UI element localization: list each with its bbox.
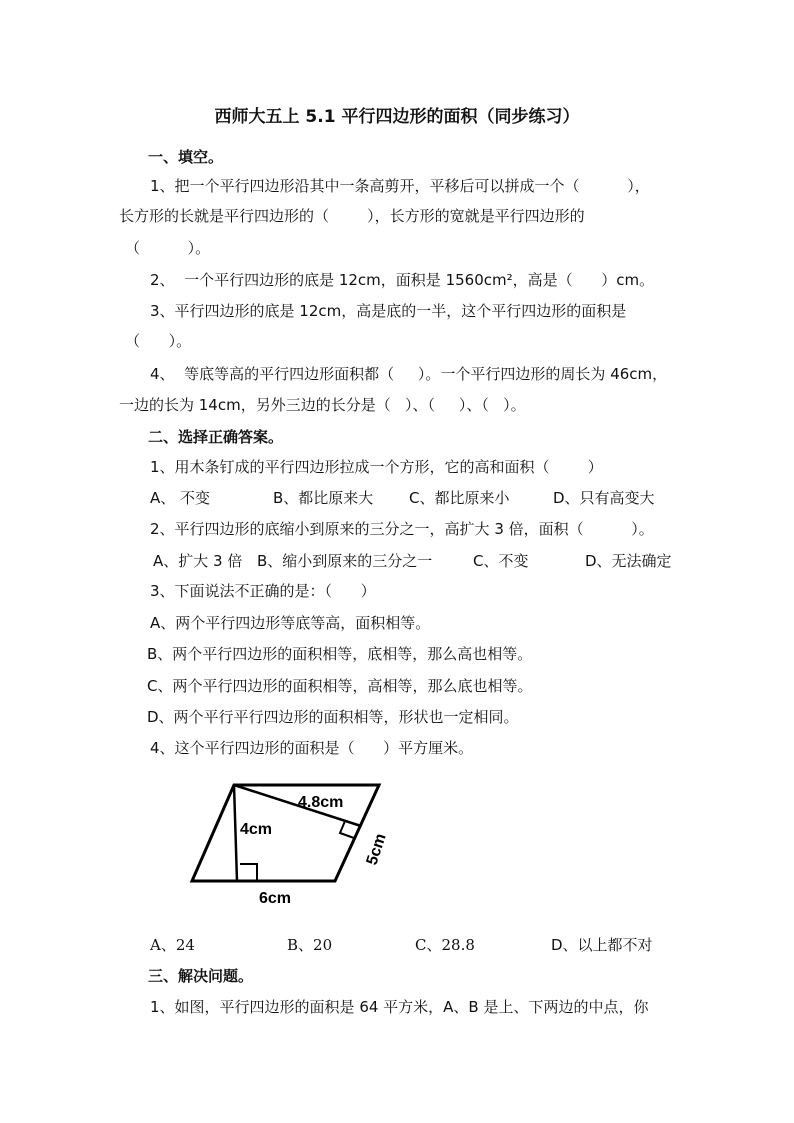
question-text: 2、 一个平行四边形的底是 12cm，面积是 1560cm²，高是（ ）cm。 [150, 271, 655, 289]
option-item: A、 不变 [150, 489, 211, 507]
question-text: 长方形的长就是平行四边形的（ ），长方形的宽就是平行四边形的 [119, 207, 585, 225]
option-item: A、24 [150, 936, 195, 954]
section-heading-problem-solving: 三、解决问题。 [148, 967, 254, 985]
question-text: （ ）。 [125, 332, 192, 350]
height-line [234, 785, 237, 881]
question-text: （ ）。 [125, 239, 211, 257]
option-item: D、两个平行平行四边形的面积相等，形状也一定相同。 [147, 708, 519, 726]
figure-label-side: 5cm [363, 831, 390, 868]
option-item: A、扩大 3 倍 [153, 552, 243, 570]
option-item: B、缩小到原来的三分之一 [257, 552, 433, 570]
figure-label-diag: 4.8cm [298, 794, 344, 811]
option-item: D、无法确定 [585, 552, 672, 570]
option-item: B、都比原来大 [273, 489, 374, 507]
question-text: 1、用木条钉成的平行四边形拉成一个方形，它的高和面积（ ） [150, 458, 603, 476]
question-text: 3、平行四边形的底是 12cm，高是底的一半，这个平行四边形的面积是 [150, 302, 627, 320]
question-text: 一边的长为 14cm，另外三边的长分是（ ）、（ ）、（ ）。 [119, 396, 526, 414]
question-text: 1、如图，平行四边形的面积是 64 平方米，A、B 是上、下两边的中点，你 [150, 998, 649, 1016]
question-text: 3、下面说法不正确的是：（ ） [150, 582, 376, 600]
right-angle-mark-base [240, 864, 257, 881]
option-item: C、都比原来小 [409, 489, 510, 507]
option-item: C、28.8 [415, 936, 475, 954]
option-item: B、20 [287, 936, 333, 954]
section-heading-multiple-choice: 二、选择正确答案。 [148, 428, 284, 446]
figure-label-height: 4cm [240, 821, 273, 838]
option-item: D、只有高变大 [553, 489, 655, 507]
question-text: 1、把一个平行四边形沿其中一条高剪开，平移后可以拼成一个（ ）， [150, 177, 650, 195]
option-item: C、不变 [473, 552, 529, 570]
section-heading-fill-blank: 一、填空。 [148, 148, 224, 166]
question-text: 2、平行四边形的底缩小到原来的三分之一，高扩大 3 倍，面积（ ）。 [150, 520, 654, 538]
question-text: 4、 等底等高的平行四边形面积都（ ）。一个平行四边形的周长为 46cm， [150, 365, 668, 383]
option-item: D、以上都不对 [551, 936, 653, 954]
question-text: 4、这个平行四边形的面积是（ ）平方厘米。 [150, 739, 474, 757]
option-item: C、两个平行四边形的面积相等，高相等，那么底也相等。 [147, 677, 533, 695]
figure-label-base: 6cm [259, 890, 292, 907]
option-item: B、两个平行四边形的面积相等，底相等，那么高也相等。 [147, 645, 533, 663]
parallelogram-outline [192, 785, 379, 881]
page-title: 西师大五上 5.1 平行四边形的面积（同步练习） [214, 107, 580, 127]
option-item: A、两个平行四边形等底等高，面积相等。 [150, 614, 431, 632]
